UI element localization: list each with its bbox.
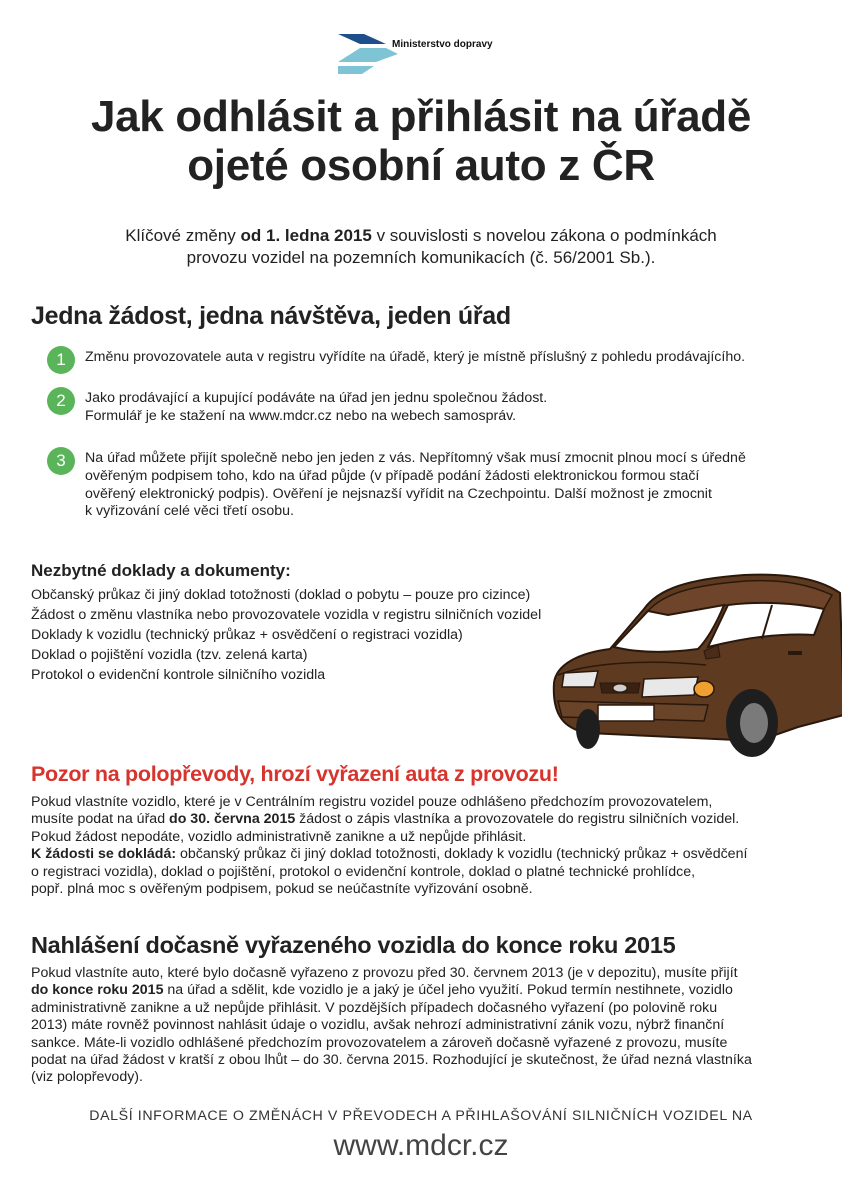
footer-info-line: DALŠÍ INFORMACE O ZMĚNÁCH V PŘEVODECH A PŘIHLAŠOVÁNÍ SILNIČNÍCH VOZIDEL NA [89, 1108, 753, 1124]
step-text [85, 450, 805, 521]
paragraph-line: administrativně zanikne a už nepůjde přihlásit. V pozdějších případech dočasného vyřazení (po polovině roku [31, 999, 718, 1016]
step-number-badge: 1 [47, 346, 75, 374]
deadline-bold: do 30. června 2015 [169, 811, 296, 828]
title-line-1: Jak odhlásit a přihlásit na úřadě [90, 92, 752, 141]
step-line: Na úřad můžete přijít společně nebo jen jeden z vás. Nepřítomný však musí zmocnit plnou mocí s úředně [85, 450, 746, 466]
footer-url-link[interactable]: www.mdcr.cz [333, 1129, 509, 1162]
intro-bold: od 1. ledna 2015 [240, 226, 372, 245]
paragraph-line: popř. plná moc s ověřeným podpisem, pokud se neúčastníte vyřizování osobně. [31, 881, 533, 898]
step-number-badge: 3 [47, 447, 75, 475]
warning-paragraph [31, 794, 821, 898]
list-item: Občanský průkaz či jiný doklad totožnosti (doklad o pobytu – pouze pro cizince) [31, 587, 531, 603]
warning-heading: Pozor na polopřevody, hrozí vyřazení auta z provozu! [31, 762, 559, 786]
section-heading-one-request: Jedna žádost, jedna návštěva, jeden úřad [31, 302, 511, 330]
text-run: občanský průkaz či jiný doklad totožnosti, doklady k vozidlu (technický průkaz + osvědčení [176, 846, 748, 863]
step-number-badge: 2 [47, 387, 75, 415]
paragraph-line: Pokud vlastníte auto, které bylo dočasně vyřazeno z provozu před 30. červnem 2013 (je v depozitu), musíte přijít [31, 965, 738, 981]
intro-text [60, 225, 782, 269]
step-line: Formulář je ke stažení na www.mdcr.cz nebo na webech samospráv. [85, 407, 517, 424]
step-text [85, 349, 805, 367]
step-line: Jako prodávající a kupující podáváte na úřad jen jednu společnou žádost. [85, 390, 548, 406]
step-line: ověřeným podpisem toho, kdo na úřad půjde (v případě podání žádosti elektronickou formou stačí [85, 467, 700, 484]
notice-heading: Nahlášení dočasně vyřazeného vozidla do konce roku 2015 [31, 932, 676, 958]
page-title [0, 92, 842, 191]
list-item: Žádost o změnu vlastníka nebo provozovatele vozidla v registru silničních vozidel [31, 607, 542, 623]
paragraph-line: (viz polopřevody). [31, 1069, 143, 1086]
documents-list [31, 585, 541, 685]
list-item: Doklad o pojištění vozidla (tzv. zelená karta) [31, 647, 308, 663]
paragraph-line [31, 811, 821, 828]
text-run: žádost o zápis vlastníka a provozovatele do registru silničních vozidel. [295, 811, 740, 828]
text-run: musíte podat na úřad [31, 811, 170, 828]
ministry-name: Ministerstvo dopravy [392, 39, 493, 50]
attachments-bold: K žádosti se dokládá: [31, 846, 177, 863]
step-line: k vyřizování celé věci třetí osobu. [85, 503, 294, 520]
notice-paragraph [31, 965, 821, 1087]
paragraph-line: sankce. Máte-li vozidlo odhlášené předchozím provozovatelem a zároveň dočasně vyřazené z provozu, musíte [31, 1034, 728, 1051]
deadline-bold: do konce roku 2015 [31, 982, 164, 999]
title-line-2: ojeté osobní auto z ČR [187, 141, 655, 191]
intro-line2: provozu vozidel na pozemních komunikacích (č. 56/2001 Sb.). [186, 248, 656, 268]
paragraph-line: Pokud vlastníte vozidlo, které je v Centrálním registru vozidel pouze odhlášeno předchozím provozovatelem, [31, 794, 713, 810]
list-item: Protokol o evidenční kontrole silničního vozidla [31, 667, 326, 683]
paragraph-line: Pokud žádost nepodáte, vozidlo administrativně zanikne a už nepůjde přihlásit. [31, 828, 527, 845]
documents-heading: Nezbytné doklady a dokumenty: [31, 561, 291, 580]
list-item: Doklady k vozidlu (technický průkaz + osvědčení o registraci vozidla) [31, 627, 463, 643]
paragraph-line: 2013) máte rovněž povinnost nahlásit údaje o vozidlu, avšak nehrozí administrativní zánik vozu, nýbrž finanční [31, 1017, 725, 1034]
intro-part2: v souvislosti s novelou zákona o podmínkách [371, 226, 717, 245]
ministry-logo-icon [338, 32, 398, 76]
paragraph-line [31, 982, 821, 999]
paragraph-line: podat na úřad žádost v kratší z obou lhůt – do 30. června 2015. Rozhodující je skutečnost, že úřad nezná vlastníka [31, 1052, 752, 1069]
intro-part1: Klíčové změny [125, 226, 241, 245]
paragraph-line [31, 846, 821, 863]
paragraph-line: o registraci vozidla), doklad o pojištění, protokol o evidenční kontrole, doklad o platné technické prohlídce, [31, 863, 696, 880]
text-run: na úřad a sdělit, kde vozidlo je a jaký je účel jeho využití. Pokud termín nestihnete, vozidlo [163, 982, 733, 999]
step-line: Změnu provozovatele auta v registru vyřídíte na úřadě, který je místně příslušný z pohledu prodávajícího. [85, 349, 746, 365]
step-line: ověřený elektronický podpis). Ověření je nejsnazší vyřídit na Czechpointu. Další možnost je zmocnit [85, 485, 712, 502]
car-illustration [548, 565, 842, 763]
step-text [85, 390, 805, 426]
